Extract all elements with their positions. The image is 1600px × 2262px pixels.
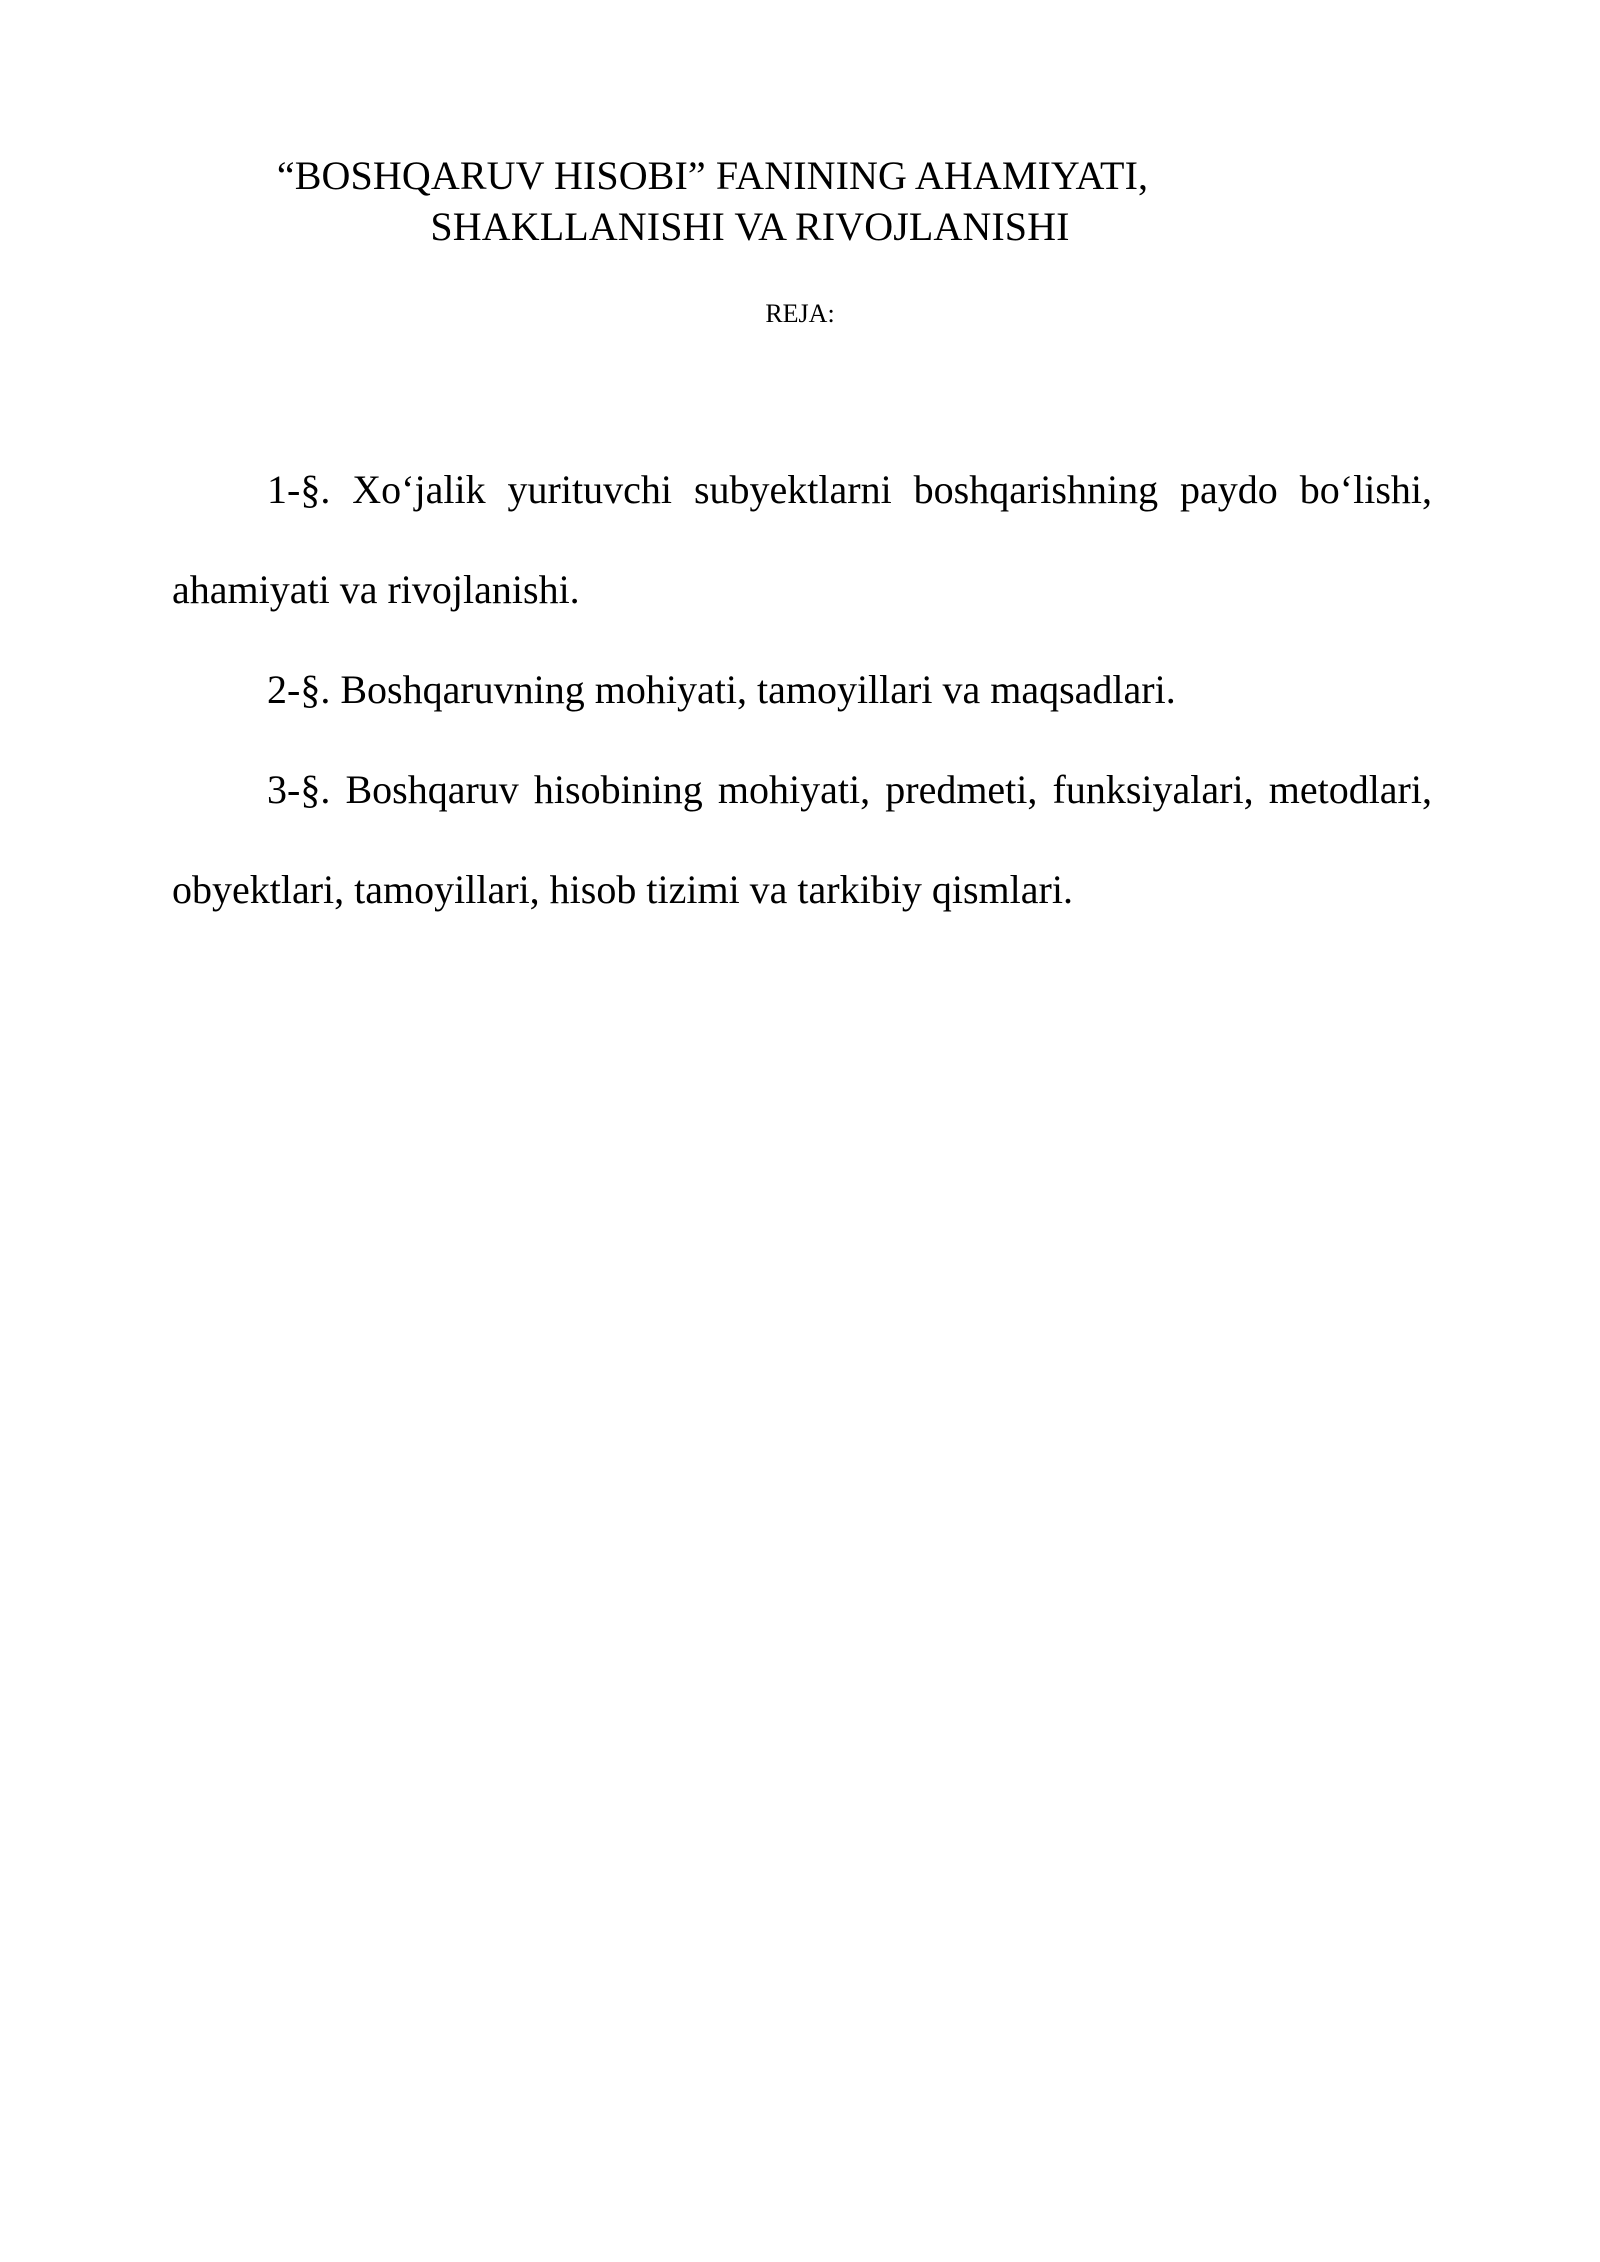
plan-item-2: 2-§. Boshqaruvning mohiyati, tamoyillari va maqsadlari.: [267, 667, 1176, 712]
plan-list: [172, 440, 1432, 940]
title-line-2: SHAKLLANISHI VA RIVOJLANISHI: [430, 204, 1070, 249]
plan-item-3: 3-§. Boshqaruv hisobining mohiyati, predmeti, funksiyalari, metodlari, obyektlari, tamoyillari, hisob tizimi va tarkibiy qismlari.: [172, 767, 1432, 912]
plan-item-1: 1-§. Xo‘jalik yurituvchi subyektlarni boshqarishning paydo bo‘lishi, ahamiyati va rivojlanishi.: [172, 467, 1432, 612]
plan-heading: REJA:: [765, 299, 835, 328]
title-line-1: “BOSHQARUV HISOBI” FANINING AHAMIYATI,: [276, 153, 1149, 198]
document-title: [170, 150, 1330, 252]
